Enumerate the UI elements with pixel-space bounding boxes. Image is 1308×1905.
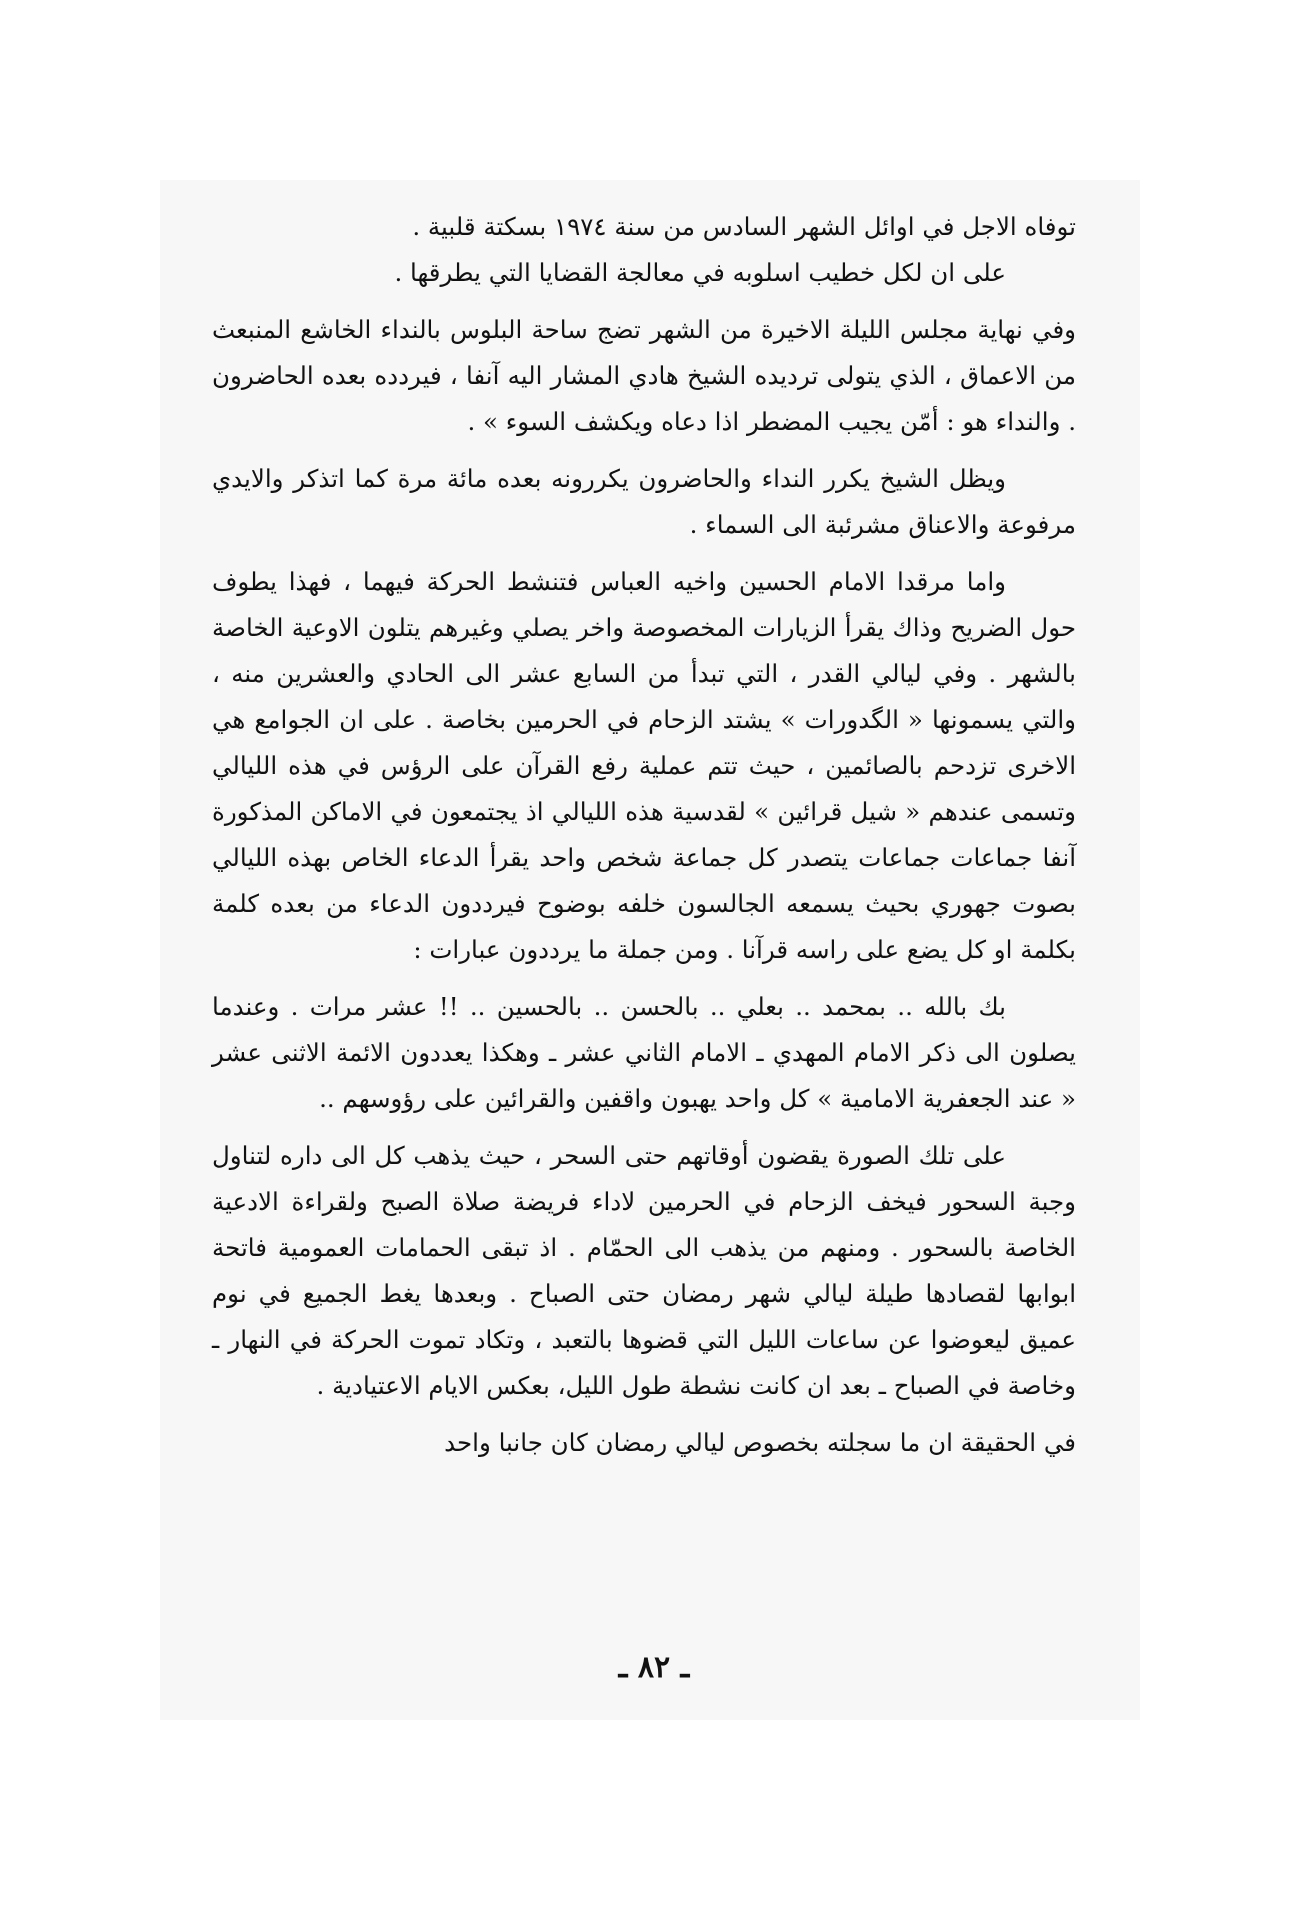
paragraph-6: بك بالله .. بمحمد .. بعلي .. بالحسن .. بالحسين .. !! عشر مرات . وعندما يصلون الى ذكر الامام المهدي ـ الامام الثاني عشر ـ وهكذا يعددون الائمة الاثنى عشر « عند الجعفرية الامامية » كل واحد يهبون واقفين والقرائين على رؤوسهم .. — [212, 992, 1076, 1113]
paragraph-5: واما مرقدا الامام الحسين واخيه العباس فتنشط الحركة فيهما ، فهذا يطوف حول الضريح وذاك يقرأ الزيارات المخصوصة واخر يصلي وغيرهم يتلون الاوعية الخاصة بالشهر . وفي ليالي القدر ، التي تبدأ من السابع عشر الى الحادي والعشرين منه ، والتي يسمونها « الگدورات » يشتد الزحام في الحرمين بخاصة . على ان الجوامع هي الاخرى تزدحم بالصائمين ، حيث تتم عملية رفع القرآن على الرؤس في هذه الليالي وتسمى عندهم « شيل قرائين » لقدسية هذه الليالي اذ يجتمعون في الاماكن المذكورة آنفا جماعات جماعات يتصدر كل جماعة شخص واحد يقرأ الدعاء الخاص بهذه الليالي بصوت جهوري بحيث يسمعه الجالسون خلفه بوضوح فيرددون الدعاء من بعده كلمة بكلمة او كل يضع على راسه قرآنا . ومن جملة ما يرددون عبارات : — [212, 567, 1076, 964]
paragraph-8: في الحقيقة ان ما سجلته بخصوص ليالي رمضان كان جانبا واحد — [444, 1428, 1076, 1457]
paragraph-4: ويظل الشيخ يكرر النداء والحاضرون يكررونه بعده مائة مرة كما اتذكر والايدي مرفوعة والاعناق مشرئبة الى السماء . — [212, 464, 1076, 539]
paragraph-3: وفي نهاية مجلس الليلة الاخيرة من الشهر تضج ساحة البلوس بالنداء الخاشع المنبعث من الاعماق ، الذي يتولى ترديده الشيخ هادي المشار اليه آنفا ، فيردده بعده الحاضرون . والنداء هو : أمّن يجيب المضطر اذا دعاه ويكشف السوء » . — [212, 315, 1076, 436]
page-number: ـ ٨٢ ـ — [618, 1650, 690, 1685]
paragraph-2: على ان لكل خطيب اسلوبه في معالجة القضايا التي يطرقها . — [394, 258, 1006, 287]
paragraph-1: توفاه الاجل في اوائل الشهر السادس من سنة ١٩٧٤ بسكتة قلبية . — [412, 212, 1076, 241]
document-body — [212, 204, 1076, 1466]
paragraph-7: على تلك الصورة يقضون أوقاتهم حتى السحر ، حيث يذهب كل الى داره لتناول وجبة السحور فيخف الزحام في الحرمين لاداء فريضة صلاة الصبح ولقراءة الادعية الخاصة بالسحور . ومنهم من يذهب الى الحمّام . اذ تبقى الحمامات العمومية فاتحة ابوابها لقصادها طيلة ليالي شهر رمضان حتى الصباح . وبعدها يغط الجميع في نوم عميق ليعوضوا عن ساعات الليل التي قضوها بالتعبد ، وتكاد تموت الحركة في النهار ـ وخاصة في الصباح ـ بعد ان كانت نشطة طول الليل، بعكس الايام الاعتيادية . — [212, 1141, 1076, 1400]
